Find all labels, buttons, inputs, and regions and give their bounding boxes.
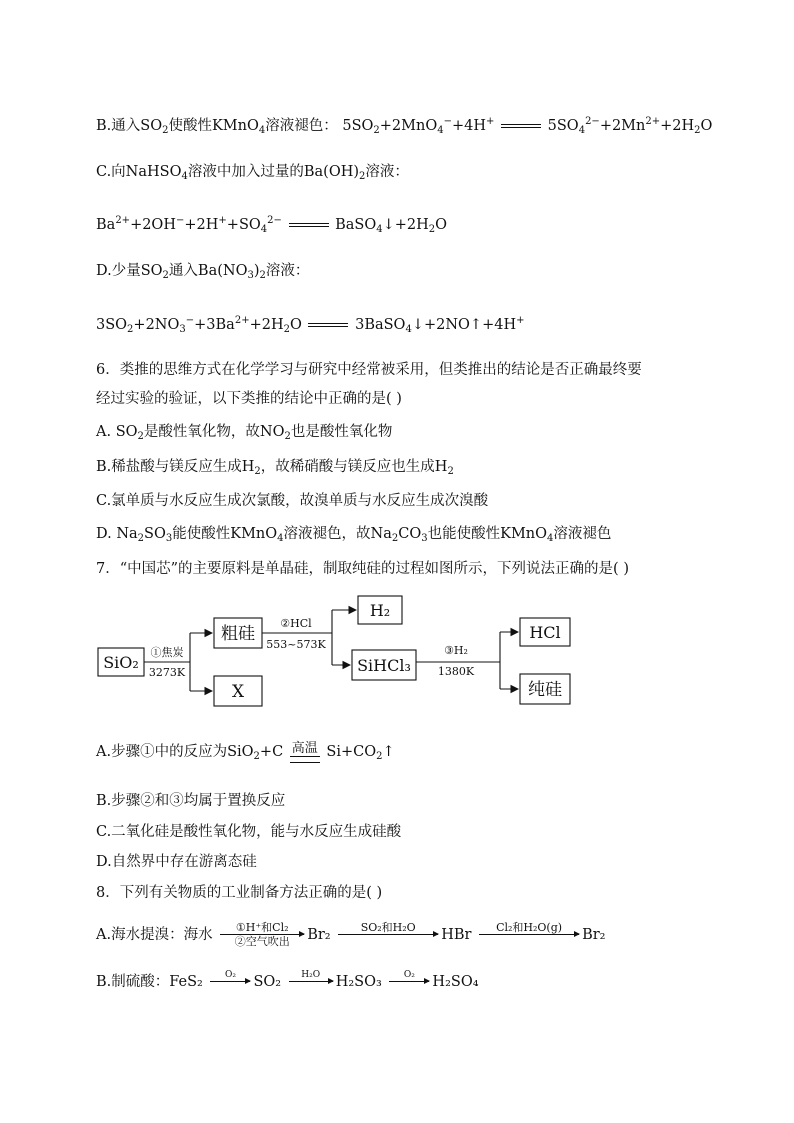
equation-5c: $Ba^{2+}+2OH^-+2H^++SO_4^{2-}$ $BaSO_4↓+2H_2O$ bbox=[96, 215, 448, 235]
reaction-arrow: O₂ bbox=[389, 969, 429, 996]
q6-option-c: C.氯单质与水反应生成次氯酸，故溴单质与水反应生成次溴酸 bbox=[96, 493, 489, 509]
hcl-label: HCl bbox=[529, 623, 561, 642]
high-temp-condition: 高温 bbox=[290, 742, 320, 763]
temp1-label: 3273K bbox=[148, 666, 186, 679]
q7-stem: 7．“中国芯”的主要原料是单晶硅，制取纯硅的过程如图所示，下列说法正确的是( ) bbox=[96, 561, 629, 577]
step1-label: ①焦炭 bbox=[150, 646, 184, 659]
option-5b: B.通入$SO_2$使酸性KMnO$_4$溶液褪色： $5SO_2+2MnO_4^-+4H^+$ $5SO_4^{2-}+2Mn^{2+}+2H_2O$ bbox=[96, 116, 713, 136]
q7-option-c: C.二氧化硅是酸性氧化物，能与水反应生成硅酸 bbox=[96, 824, 402, 840]
reaction-arrow: H₂O bbox=[289, 969, 333, 996]
temp3-label: 1380K bbox=[437, 665, 475, 678]
reaction-arrow: O₂ bbox=[210, 969, 250, 996]
equation-5d: $3SO_2+2NO_3^-+3Ba^{2+}+2H_2O$ 3BaSO$_4$↓+2NO↑+4H+ bbox=[96, 315, 525, 335]
reaction-arrow: Cl₂和H₂O(g) bbox=[479, 922, 579, 949]
sihcl3-label: SiHCl₃ bbox=[357, 656, 411, 675]
reaction-arrow: SO₂和H₂O bbox=[338, 922, 438, 949]
q6-stem-line1: 6．类推的思维方式在化学学习与研究中经常被采用，但类推出的结论是否正确最终要 bbox=[96, 362, 642, 378]
q6-option-a: A. $SO_2$是酸性氧化物，故$NO_2$也是酸性氧化物 bbox=[96, 424, 393, 442]
q8-stem: 8．下列有关物质的工业制备方法正确的是( ) bbox=[96, 885, 383, 901]
reaction-arrow: ①H⁺和Cl₂ ②空气吹出 bbox=[220, 922, 304, 949]
x-label: X bbox=[231, 682, 245, 702]
step2-label: ②HCl bbox=[280, 617, 312, 630]
h2-label: H₂ bbox=[369, 601, 391, 620]
pure-si-label: 纯硅 bbox=[528, 680, 562, 700]
silicon-process-diagram bbox=[90, 590, 590, 710]
sio2-label: SiO₂ bbox=[103, 653, 139, 672]
q8-option-b: B.制硫酸：FeS₂ O₂ SO₂ H₂O H₂SO₃ O₂ H₂SO₄ bbox=[96, 967, 479, 997]
temp2-label: 553~573K bbox=[266, 638, 326, 651]
q6-option-b: B.稀盐酸与镁反应生成$H_2$，故稀硝酸与镁反应也生成$H_2$ bbox=[96, 459, 454, 477]
q7-option-d: D.自然界中存在游离态硅 bbox=[96, 854, 257, 870]
equal-sign bbox=[308, 322, 348, 328]
crude-si-label: 粗硅 bbox=[221, 624, 255, 644]
q7-option-b: B.步骤②和③均属于置换反应 bbox=[96, 793, 286, 809]
q6-option-d: D. $Na_2SO_3$能使酸性KMnO$_4$溶液褪色，故$Na_2CO_3$也能使酸性KMnO$_4$溶液褪色 bbox=[96, 526, 612, 544]
q6-stem-line2: 经过实验的验证，以下类推的结论中正确的是( ) bbox=[96, 391, 402, 407]
option-5c: C.向NaHSO$_4$溶液中加入过量的$Ba(OH)_2$溶液： bbox=[96, 164, 409, 182]
equal-sign bbox=[289, 222, 329, 228]
step3-label: ③H₂ bbox=[444, 644, 468, 657]
equal-sign bbox=[501, 123, 541, 129]
option-5d: D.少量$SO_2$通入$Ba(NO_3)_2$溶液： bbox=[96, 263, 310, 281]
q7-option-a: A.步骤①中的反应为SiO$_2$+C 高温 $Si+CO_2↑$ bbox=[96, 740, 395, 762]
q8-option-a: A.海水提溴：海水 ①H⁺和Cl₂ ②空气吹出 Br₂ SO₂和H₂O HBr Cl₂和H₂O(g) Br₂ bbox=[96, 920, 606, 948]
